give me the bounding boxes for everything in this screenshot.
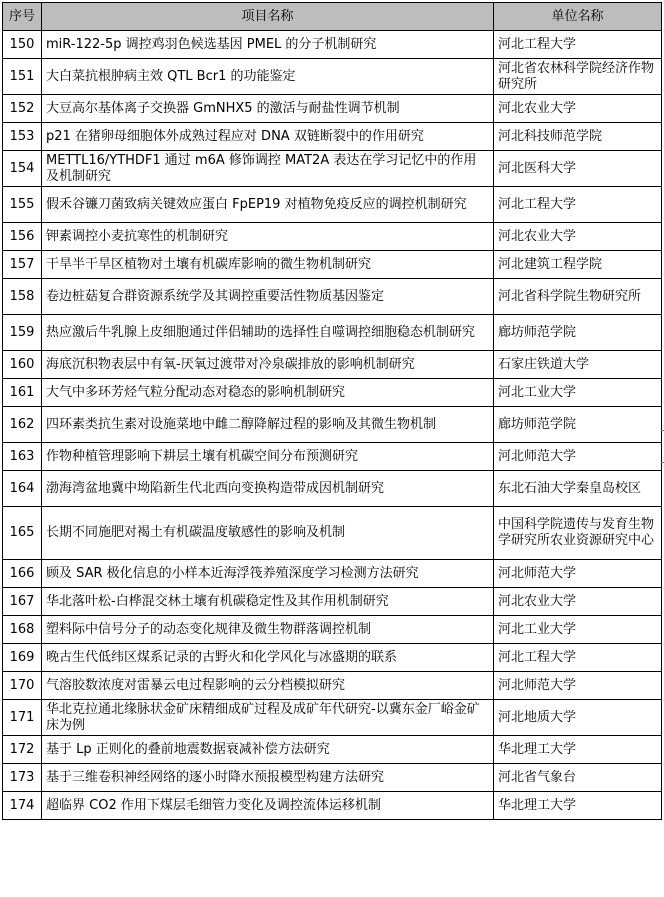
unit-name: 河北师范大学	[494, 672, 662, 700]
project-name: 华北落叶松-白桦混交林土壤有机碳稳定性及其作用机制研究	[42, 588, 494, 616]
row-number: 156	[3, 223, 42, 251]
unit-name: 河北工程大学	[494, 187, 662, 223]
table-row	[3, 443, 662, 471]
project-name: 大豆高尔基体离子交换器 GmNHX5 的激活与耐盐性调节机制	[42, 95, 494, 123]
project-name: 海底沉积物表层中有氧-厌氧过渡带对冷泉碳排放的影响机制研究	[42, 351, 494, 379]
row-number: 152	[3, 95, 42, 123]
table-row	[3, 588, 662, 616]
table-row	[3, 31, 662, 59]
table-row	[3, 279, 662, 315]
table-row	[3, 407, 662, 443]
project-name: METTL16/YTHDF1 通过 m6A 修饰调控 MAT2A 表达在学习记忆中的作用及机制研究	[42, 151, 494, 187]
unit-name: 河北建筑工程学院	[494, 251, 662, 279]
unit-name: 华北理工大学	[494, 736, 662, 764]
row-number: 158	[3, 279, 42, 315]
project-name: 渤海湾盆地冀中坳陷新生代北西向变换构造带成因机制研究	[42, 471, 494, 507]
row-number: 165	[3, 507, 42, 560]
project-name: 大气中多环芳烃气粒分配动态对稳态的影响机制研究	[42, 379, 494, 407]
table-row	[3, 700, 662, 736]
row-number: 162	[3, 407, 42, 443]
project-name: 气溶胶数浓度对雷暴云电过程影响的云分档模拟研究	[42, 672, 494, 700]
row-number: 166	[3, 560, 42, 588]
table-header-row	[3, 3, 662, 31]
row-number: 161	[3, 379, 42, 407]
unit-name: 河北医科大学	[494, 151, 662, 187]
row-number: 160	[3, 351, 42, 379]
header-project: 项目名称	[42, 3, 494, 31]
row-number: 170	[3, 672, 42, 700]
unit-name: 河北省农林科学院经济作物研究所	[494, 59, 662, 95]
unit-name: 河北工业大学	[494, 616, 662, 644]
table-row	[3, 560, 662, 588]
table-row	[3, 151, 662, 187]
project-table	[2, 2, 662, 820]
row-number: 172	[3, 736, 42, 764]
project-name: miR-122-5p 调控鸡羽色候选基因 PMEL 的分子机制研究	[42, 31, 494, 59]
project-name: 长期不同施肥对褐土有机碳温度敏感性的影响及机制	[42, 507, 494, 560]
unit-name: 河北地质大学	[494, 700, 662, 736]
project-name: 基于三维卷积神经网络的逐小时降水预报模型构建方法研究	[42, 764, 494, 792]
unit-name: 河北工程大学	[494, 644, 662, 672]
row-number: 169	[3, 644, 42, 672]
project-name: 四环素类抗生素对设施菜地中雌二醇降解过程的影响及其微生物机制	[42, 407, 494, 443]
project-name: 超临界 CO2 作用下煤层毛细管力变化及调控流体运移机制	[42, 792, 494, 820]
unit-name: 河北农业大学	[494, 223, 662, 251]
table-row	[3, 736, 662, 764]
header-no: 序号	[3, 3, 42, 31]
row-number: 151	[3, 59, 42, 95]
table-row	[3, 351, 662, 379]
row-number: 150	[3, 31, 42, 59]
project-name: 干旱半干旱区植物对土壤有机碳库影响的微生物机制研究	[42, 251, 494, 279]
unit-name: 东北石油大学秦皇岛校区	[494, 471, 662, 507]
table-row	[3, 672, 662, 700]
header-unit: 单位名称	[494, 3, 662, 31]
project-name: 热应激后牛乳腺上皮细胞通过伴侣辅助的选择性自噬调控细胞稳态机制研究	[42, 315, 494, 351]
unit-name: 河北工业大学	[494, 379, 662, 407]
unit-name: 河北省气象台	[494, 764, 662, 792]
project-name: 基于 Lp 正则化的叠前地震数据衰减补偿方法研究	[42, 736, 494, 764]
unit-name: 廊坊师范学院	[494, 407, 662, 443]
project-name: 晚古生代低纬区煤系记录的古野火和化学风化与冰盛期的联系	[42, 644, 494, 672]
project-name: 卷边桩菇复合群资源系统学及其调控重要活性物质基因鉴定	[42, 279, 494, 315]
table-body	[3, 31, 662, 820]
project-name: 作物种植管理影响下耕层土壤有机碳空间分布预测研究	[42, 443, 494, 471]
table-row	[3, 59, 662, 95]
table-row	[3, 187, 662, 223]
table-row	[3, 123, 662, 151]
project-name: 大白菜抗根肿病主效 QTL Bcr1 的功能鉴定	[42, 59, 494, 95]
unit-name: 廊坊师范学院	[494, 315, 662, 351]
table-row	[3, 616, 662, 644]
table-row	[3, 792, 662, 820]
unit-name: 华北理工大学	[494, 792, 662, 820]
project-name: 华北克拉通北缘脉状金矿床精细成矿过程及成矿年代研究-以冀东金厂峪金矿床为例	[42, 700, 494, 736]
unit-name: 中国科学院遗传与发育生物学研究所农业资源研究中心	[494, 507, 662, 560]
row-number: 154	[3, 151, 42, 187]
unit-name: 河北工程大学	[494, 31, 662, 59]
table-row	[3, 223, 662, 251]
table-row	[3, 315, 662, 351]
project-name: 假禾谷镰刀菌致病关键效应蛋白 FpEP19 对植物免疫反应的调控机制研究	[42, 187, 494, 223]
table-row	[3, 507, 662, 560]
row-number: 155	[3, 187, 42, 223]
unit-name: 河北师范大学	[494, 443, 662, 471]
row-number: 163	[3, 443, 42, 471]
table-row	[3, 95, 662, 123]
table-row	[3, 379, 662, 407]
row-number: 159	[3, 315, 42, 351]
unit-name: 河北师范大学	[494, 560, 662, 588]
table-row	[3, 471, 662, 507]
table-row	[3, 251, 662, 279]
table-row	[3, 644, 662, 672]
table-row	[3, 764, 662, 792]
unit-name: 河北农业大学	[494, 95, 662, 123]
row-number: 167	[3, 588, 42, 616]
unit-name: 河北省科学院生物研究所	[494, 279, 662, 315]
project-name: p21 在猪卵母细胞体外成熟过程应对 DNA 双链断裂中的作用研究	[42, 123, 494, 151]
row-number: 173	[3, 764, 42, 792]
row-number: 174	[3, 792, 42, 820]
project-name: 钾素调控小麦抗寒性的机制研究	[42, 223, 494, 251]
row-number: 168	[3, 616, 42, 644]
unit-name: 石家庄铁道大学	[494, 351, 662, 379]
project-name: 顾及 SAR 极化信息的小样本近海浮筏养殖深度学习检测方法研究	[42, 560, 494, 588]
row-number: 164	[3, 471, 42, 507]
row-number: 153	[3, 123, 42, 151]
unit-name: 河北农业大学	[494, 588, 662, 616]
project-name: 塑料际中信号分子的动态变化规律及微生物群落调控机制	[42, 616, 494, 644]
row-number: 171	[3, 700, 42, 736]
row-number: 157	[3, 251, 42, 279]
unit-name: 河北科技师范学院	[494, 123, 662, 151]
